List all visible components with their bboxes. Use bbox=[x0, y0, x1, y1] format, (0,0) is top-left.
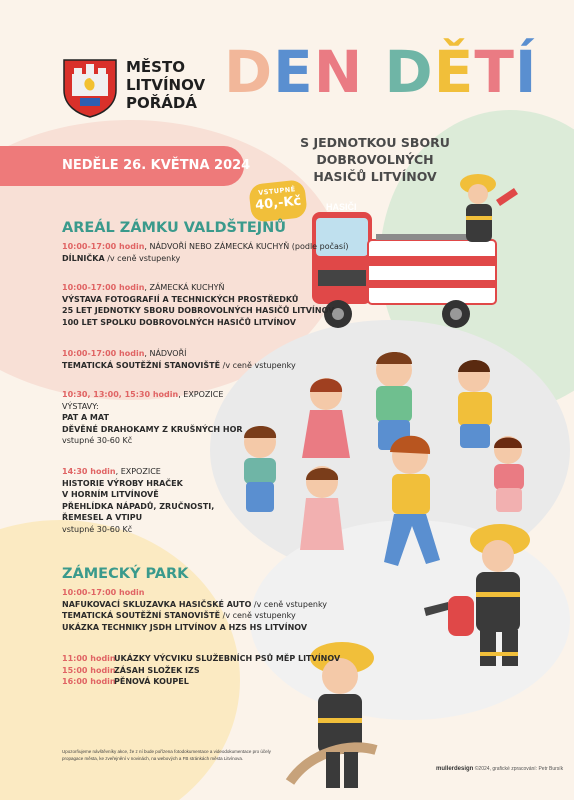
schedule-text: ZÁSAH SLOŽEK IZS bbox=[114, 665, 200, 675]
title-letter: Ě bbox=[433, 38, 475, 106]
item-time: 10:00-17:00 hodin bbox=[62, 242, 145, 251]
park-items bbox=[62, 587, 327, 633]
castle-item-4 bbox=[62, 389, 243, 447]
item-place: , NÁDVOŘÍ bbox=[144, 349, 187, 358]
credit-text: ©2024, grafické zpracování: Petr Bursík bbox=[474, 766, 564, 772]
title-letter: E bbox=[273, 38, 314, 106]
item-time: 10:00-17:00 hodin bbox=[62, 588, 145, 597]
kid-girl-teal bbox=[244, 426, 276, 512]
firefighter-on-truck-illustration bbox=[452, 170, 522, 250]
organizer bbox=[126, 58, 205, 112]
item-place: , EXPOZICE bbox=[115, 467, 161, 476]
item-time: 10:00-17:00 hodin bbox=[62, 349, 145, 358]
item-place: , ZÁMECKÁ KUCHYŇ bbox=[144, 283, 225, 292]
castle-item-1 bbox=[62, 241, 348, 264]
castle-item-3 bbox=[62, 348, 296, 371]
schedule-row bbox=[62, 665, 340, 677]
organizer-line-1: MĚSTO bbox=[126, 58, 185, 76]
item-note: vstupné 30-60 Kč bbox=[62, 524, 133, 534]
kid-boy-blue bbox=[376, 352, 412, 450]
organizer-line-3: POŘÁDÁ bbox=[126, 94, 197, 112]
item-line: VÝSTAVY: bbox=[62, 401, 99, 411]
item-line: V HORNÍM LITVÍNOVĚ bbox=[62, 490, 159, 499]
item-line: NAFUKOVACÍ SKLUZAVKA HASIČSKÉ AUTO bbox=[62, 599, 252, 609]
item-note: /v ceně vstupenky bbox=[220, 360, 296, 370]
city-crest-icon bbox=[62, 56, 118, 118]
title-letter: D bbox=[384, 38, 434, 106]
credit bbox=[436, 766, 563, 772]
item-line: HISTORIE VÝROBY HRAČEK bbox=[62, 478, 183, 488]
item-line: UKÁZKA TECHNIKY JSDH LITVÍNOV A HZS HS LITVÍNOV bbox=[62, 622, 308, 632]
title-letter: Í bbox=[514, 38, 538, 106]
schedule-row bbox=[62, 676, 340, 688]
item-line: VÝSTAVA FOTOGRAFIÍ A TECHNICKÝCH PROSTŘEDKŮ bbox=[62, 294, 299, 304]
castle-item-2 bbox=[62, 282, 334, 328]
item-line: PAT A MAT bbox=[62, 413, 109, 422]
item-line: 100 LET SPOLKU DOBROVOLNÝCH HASIČŮ LITVÍNOV bbox=[62, 317, 296, 327]
event-title bbox=[224, 34, 537, 110]
item-note: vstupné 30-60 Kč bbox=[62, 436, 133, 445]
subtitle-line-1: S JEDNOTKOU SBORU DOBROVOLNÝCH bbox=[300, 135, 450, 167]
item-line: DĚVĚNÉ DRAHOKAMY Z KRUŠNÝCH HOR bbox=[62, 424, 243, 434]
item-time: 14:30 hodin bbox=[62, 467, 116, 476]
price-badge bbox=[248, 179, 308, 223]
schedule-text: PĚNOVÁ KOUPEL bbox=[114, 677, 189, 686]
item-place: , NÁDVOŘÍ NEBO ZÁMECKÁ KUCHYŇ (podle počasí) bbox=[144, 242, 349, 251]
price-label: VSTUPNÉ bbox=[257, 185, 297, 197]
item-note: /v ceně vstupenky bbox=[220, 611, 296, 620]
kid-boy-yellow bbox=[458, 360, 492, 448]
schedule-row bbox=[62, 653, 340, 665]
item-note: /v ceně vstupenky bbox=[104, 253, 181, 263]
kid-girl-pink bbox=[302, 378, 350, 458]
kid-girl-pink-dress bbox=[300, 466, 344, 550]
schedule-text: UKÁZKY VÝCVIKU SLUŽEBNÍCH PSŮ MĚP LITVÍNOV bbox=[114, 654, 341, 663]
price-value: 40,-Kč bbox=[254, 193, 303, 214]
schedule-time: 15:00 hodin bbox=[62, 665, 116, 675]
item-note: /v ceně vstupenky bbox=[251, 599, 328, 609]
section-title-park: ZÁMECKÝ PARK bbox=[62, 566, 189, 582]
item-line: PŘEHLÍDKA NÁPADŮ, ZRUČNOSTI, bbox=[62, 501, 215, 511]
title-letter: T bbox=[474, 38, 515, 106]
subtitle-line-2: HASIČŮ LITVÍNOV bbox=[313, 169, 437, 184]
schedule bbox=[62, 653, 340, 688]
item-place: , EXPOZICE bbox=[178, 390, 224, 399]
event-date: NEDĚLE 26. KVĚTNA 2024 bbox=[62, 158, 251, 173]
title-letter: D bbox=[224, 38, 274, 106]
organizer-line-2: LITVÍNOV bbox=[126, 76, 206, 94]
item-name: DÍLNIČKA bbox=[62, 253, 105, 263]
credit-brand: mullerdesign bbox=[436, 766, 474, 772]
schedule-time: 16:00 hodin bbox=[62, 677, 116, 686]
item-line: ŘEMESEL A VTIPU bbox=[62, 513, 143, 522]
item-name: TEMATICKÁ SOUTĚŽNÍ STANOVIŠTĚ bbox=[62, 360, 221, 370]
kid-girl-right bbox=[494, 436, 524, 512]
schedule-time: 11:00 hodin bbox=[62, 654, 116, 663]
item-line: 25 LET JEDNOTKY SBORU DOBROVOLNÝCH HASIČŮ LITVÍNOV bbox=[62, 306, 335, 315]
section-title-castle: AREÁL ZÁMKU VALDŠTEJNŮ bbox=[62, 220, 287, 236]
footnote: Upozorňujeme návštěvníky akce, že z ní bude pořízena fotodokumentace a videodokumentace pro účely propagace města, ke zveřejnění v novinách, na webových a FB stránkách města Litvínova. bbox=[62, 749, 271, 761]
firefighter-extinguisher-illustration bbox=[420, 512, 550, 672]
castle-item-5 bbox=[62, 466, 214, 535]
item-time: 10:30, 13:00, 15:30 hodin bbox=[62, 390, 179, 399]
title-letter: N bbox=[313, 38, 364, 106]
item-time: 10:00-17:00 hodin bbox=[62, 283, 145, 292]
title-letter bbox=[363, 34, 384, 110]
item-line: TEMATICKÁ SOUTĚŽNÍ STANOVIŠTĚ bbox=[62, 611, 221, 620]
truck-label: HASIČI bbox=[326, 202, 357, 212]
